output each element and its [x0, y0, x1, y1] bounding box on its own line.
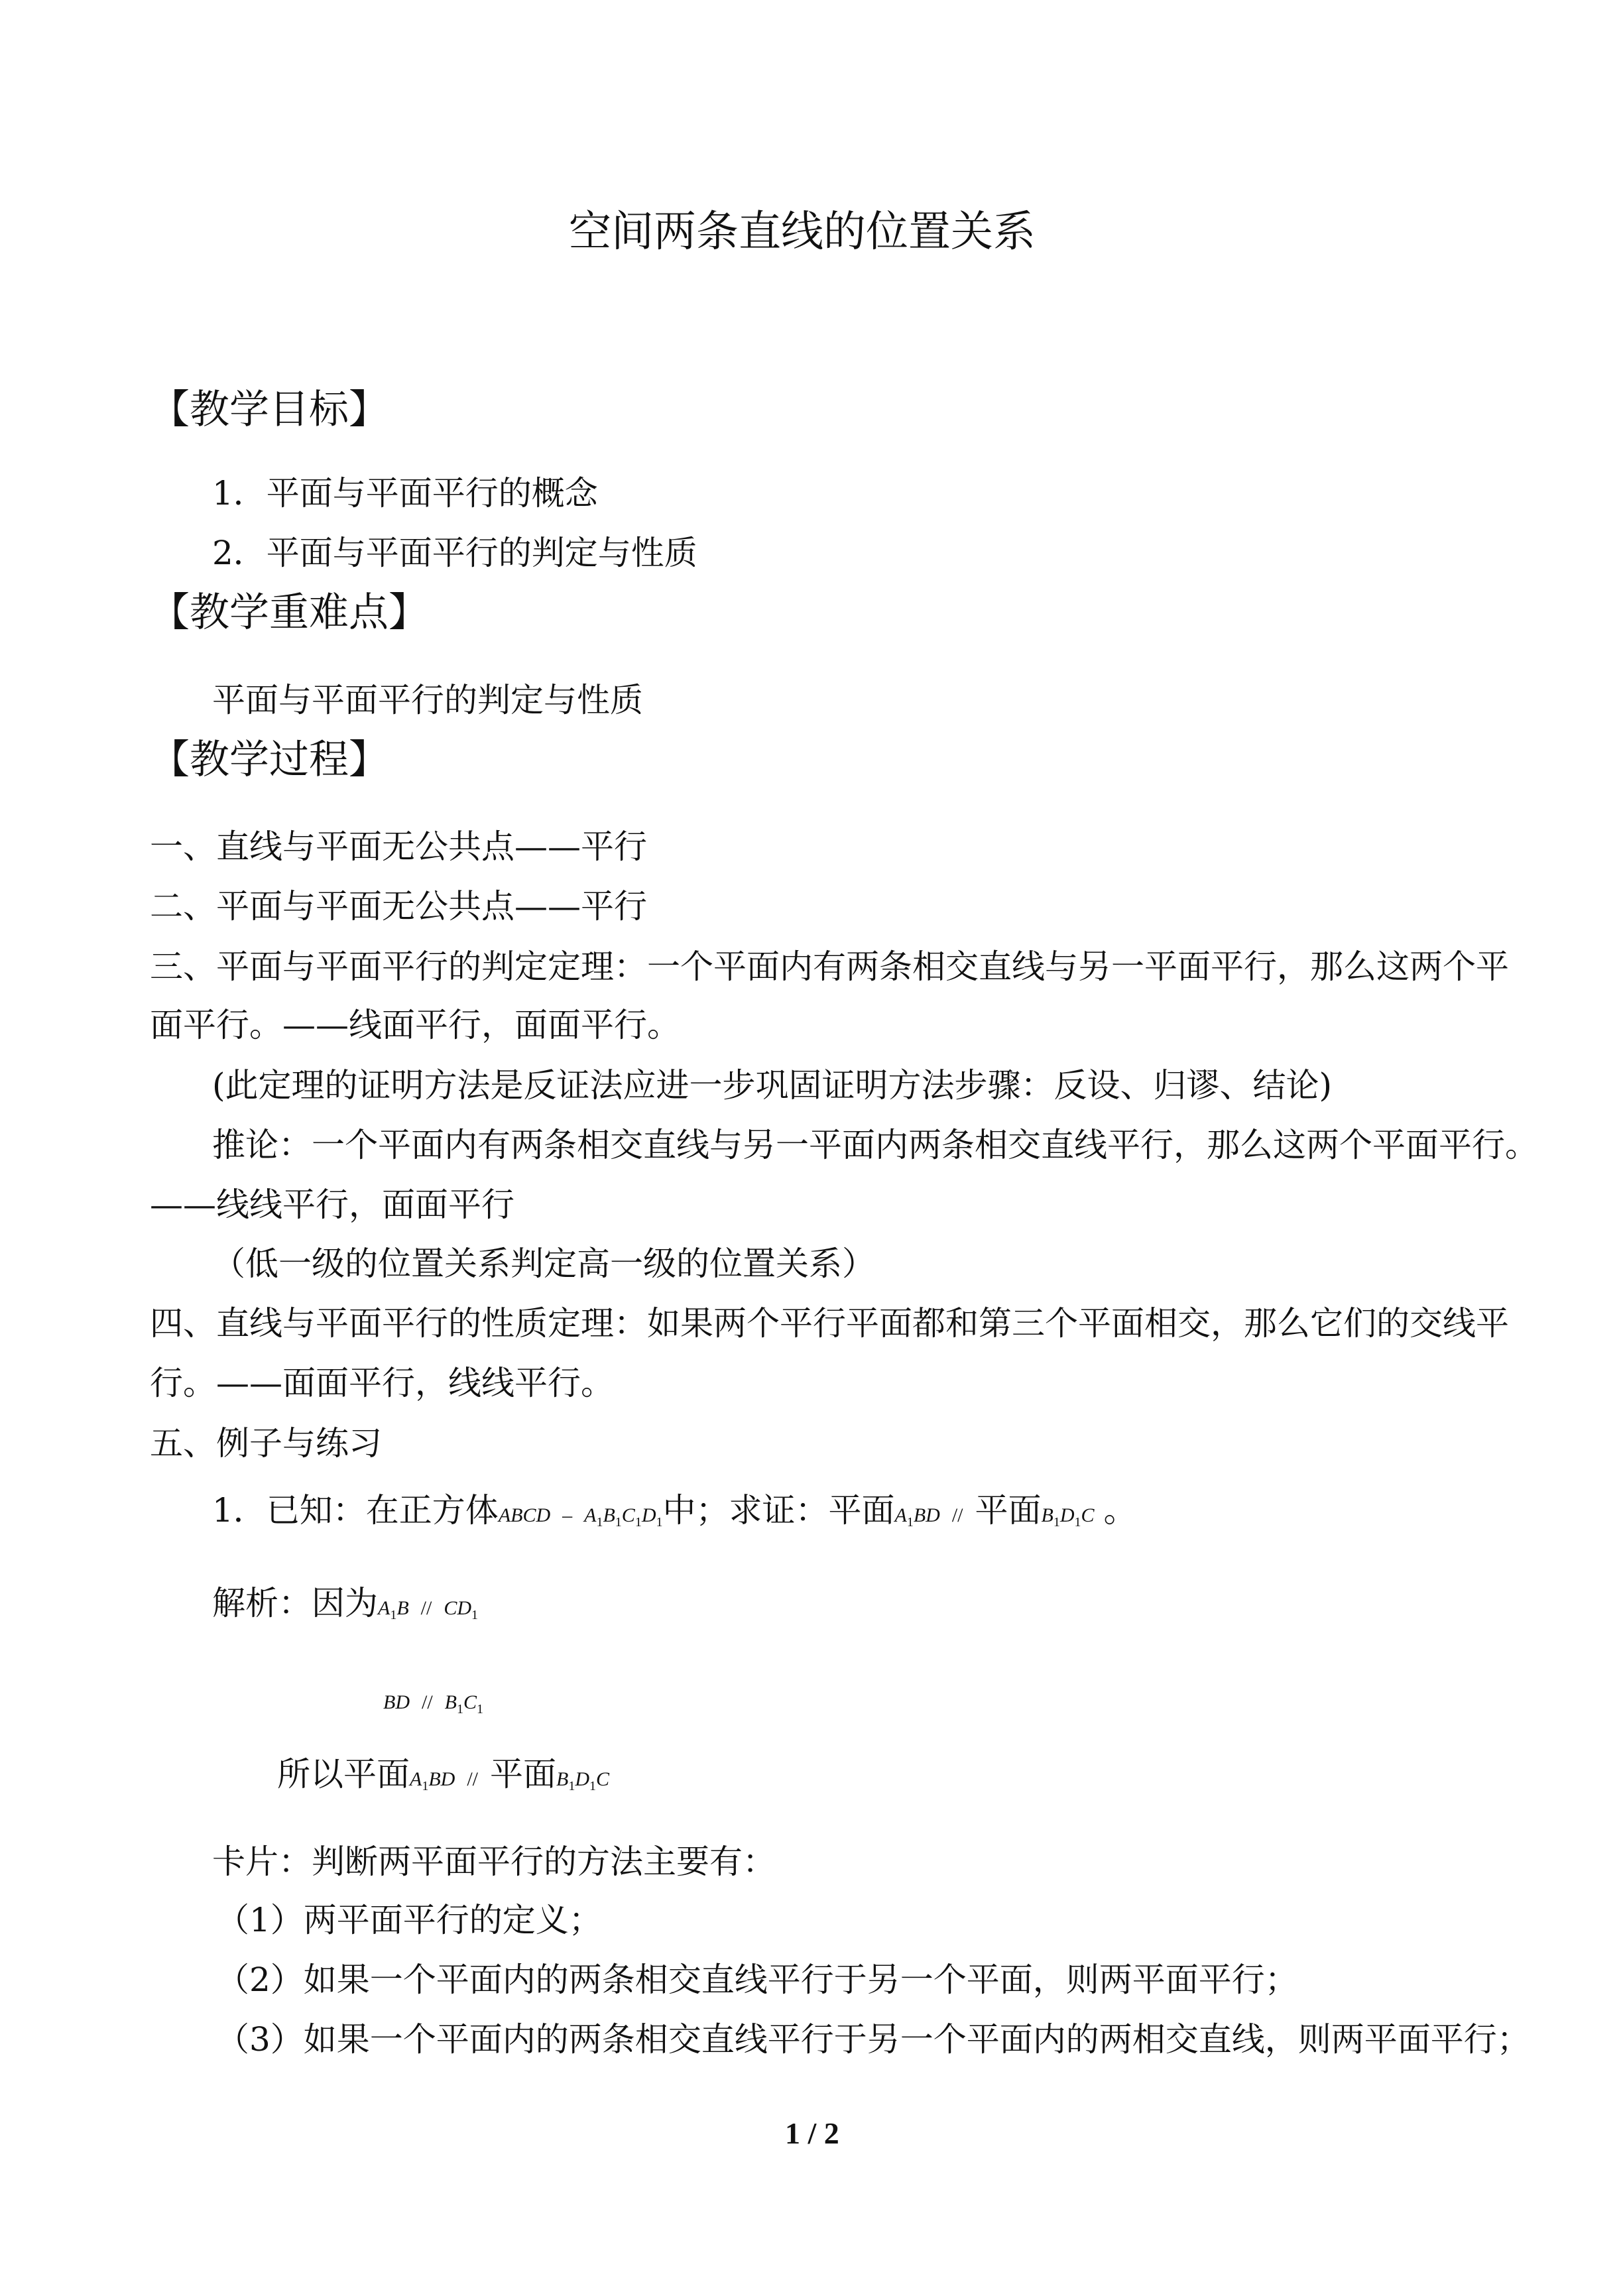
objective-item: 1．平面与平面平行的概念: [212, 474, 598, 513]
section-heading-difficulties: 【教学重难点】: [150, 589, 428, 636]
conclusion-plane-label: 平面: [490, 1755, 556, 1793]
example-end: 。: [1103, 1491, 1137, 1530]
corollary-line1: 推论：一个平面内有两条相交直线与另一平面内两条相交直线平行，那么这两个平面平行。: [212, 1126, 1538, 1164]
page-number: 1 / 2: [785, 2116, 839, 2150]
conclusion-line: [277, 1753, 609, 1807]
parallel-symbol: //: [422, 1691, 433, 1713]
math-a1bd: $A_1BD$: [894, 1504, 940, 1530]
card-item: （2）如果一个平面内的两条相交直线平行于另一个平面，则两平面平行；: [216, 1961, 1298, 1999]
section-heading-objectives: 【教学目标】: [150, 387, 389, 433]
math-abcd: ABCD: [498, 1504, 551, 1526]
analysis-line1: [212, 1582, 478, 1636]
corollary-line2: ——线线平行，面面平行: [150, 1185, 514, 1224]
process-item-4-line1: 四、直线与平面平行的性质定理：如果两个平行平面都和第三个平面相交，那么它们的交线平: [150, 1304, 1509, 1343]
process-item-1: 一、直线与平面无公共点——平行: [150, 827, 647, 866]
difficulty-text: 平面与平面平行的判定与性质: [212, 681, 643, 719]
math-a1b: $A_1B$: [378, 1597, 409, 1622]
math-a1bd: $A_1BD$: [410, 1768, 455, 1793]
card-intro: 卡片：判断两平面平行的方法主要有：: [212, 1843, 776, 1881]
parallel-symbol: //: [467, 1768, 478, 1790]
math-b1c1: $B_1C_1$: [444, 1691, 484, 1717]
objective-item: 2．平面与平面平行的判定与性质: [212, 534, 697, 572]
parallel-symbol: //: [420, 1597, 432, 1619]
conclusion-prefix: 所以平面: [277, 1755, 410, 1793]
example-statement: [212, 1489, 1137, 1543]
process-item-4-line2: 行。——面面平行，线线平行。: [150, 1364, 614, 1402]
example-mid: 中；求证：平面: [662, 1491, 895, 1530]
math-b1d1c: $B_1D_1C$: [556, 1768, 610, 1793]
math-a1b1c1d1: $A_1B_1C_1D_1$: [584, 1504, 663, 1530]
example-prefix: 1．已知：在正方体: [212, 1491, 499, 1530]
level-note: （低一级的位置关系判定高一级的位置关系）: [212, 1244, 875, 1283]
example-plane-label: 平面: [975, 1491, 1042, 1530]
proof-note: (此定理的证明方法是反证法应进一步巩固证明方法步骤：反设、归谬、结论): [212, 1066, 1333, 1105]
process-item-2: 二、平面与平面无公共点——平行: [150, 887, 647, 926]
section-heading-process: 【教学过程】: [150, 737, 389, 783]
analysis-line2: [383, 1676, 483, 1730]
card-item: （3）如果一个平面内的两条相交直线平行于另一个平面内的两相交直线，则两平面平行；: [216, 2020, 1530, 2059]
math-b1d1c: $B_1D_1C$: [1041, 1504, 1095, 1530]
math-dash: –: [562, 1504, 573, 1526]
process-item-3-line2: 面平行。——线面平行，面面平行。: [150, 1006, 680, 1044]
parallel-symbol: //: [951, 1504, 963, 1526]
math-cd1: $CD_1$: [444, 1597, 479, 1622]
analysis-prefix: 解析：因为: [212, 1584, 378, 1622]
card-item: （1）两平面平行的定义；: [216, 1901, 602, 1939]
process-item-3-line1: 三、平面与平面平行的判定定理：一个平面内有两条相交直线与另一平面平行，那么这两个平: [150, 947, 1509, 986]
document-title: 空间两条直线的位置关系: [569, 208, 1036, 257]
math-bd: BD: [383, 1691, 410, 1713]
process-item-5: 五、例子与练习: [150, 1424, 382, 1463]
